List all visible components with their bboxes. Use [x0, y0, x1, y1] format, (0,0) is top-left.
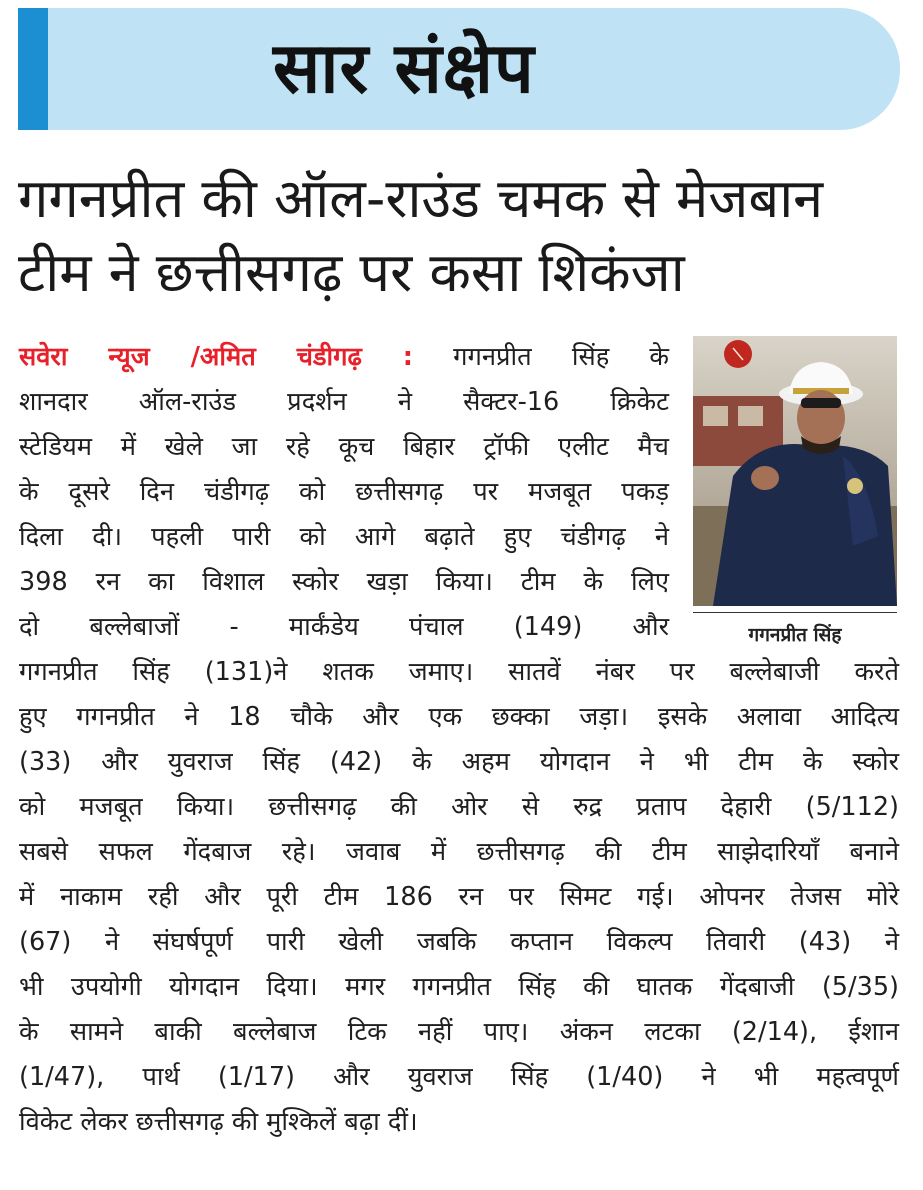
body-line-5: दिला दी। पहली पारी को आगे बढ़ाते हुए चंडीगढ़ ने — [19, 522, 669, 552]
body-line-18: विकेट लेकर छत्तीसगढ़ की मुश्किलें बढ़ा दीं। — [19, 1107, 418, 1137]
section-banner — [18, 8, 900, 130]
headline-line-2: टीम ने छत्तीसगढ़ पर कसा शिकंजा — [18, 241, 685, 304]
body-line-4: के दूसरे दिन चंडीगढ़ को छत्तीसगढ़ पर मजबूत पकड़ — [19, 477, 669, 507]
photo-caption: गगनप्रीत सिंह — [693, 612, 897, 647]
body-line-1 — [19, 340, 669, 374]
body-line-7: दो बल्लेबाजों - मार्कंडेय पंचाल (149) और — [19, 612, 669, 642]
dateline: सवेरा न्यूज /अमित चंडीगढ़ : — [19, 342, 413, 372]
body-line-16: के सामने बाकी बल्लेबाज टिक नहीं पाए। अंकन लटका (2/14), ईशान — [19, 1017, 899, 1047]
body-line-10: (33) और युवराज सिंह (42) के अहम योगदान ने भी टीम के स्कोर — [19, 747, 899, 777]
body-line-12: सबसे सफल गेंदबाज रहे। जवाब में छत्तीसगढ़ की टीम साझेदारियाँ बनाने — [19, 837, 899, 867]
body-line-1-text: गगनप्रीत सिंह के — [453, 342, 669, 372]
body-line-6: 398 रन का विशाल स्कोर खड़ा किया। टीम के लिए — [19, 567, 669, 597]
body-line-11: को मजबूत किया। छत्तीसगढ़ की ओर से रुद्र प्रताप देहारी (5/112) — [19, 792, 899, 822]
body-line-15: भी उपयोगी योगदान दिया। मगर गगनप्रीत सिंह की घातक गेंदबाजी (5/35) — [19, 972, 899, 1002]
body-line-9: हुए गगनप्रीत ने 18 चौके और एक छक्का जड़ा। इसके अलावा आदित्य — [19, 702, 899, 732]
player-photo-illustration — [693, 336, 897, 606]
player-photo — [693, 336, 897, 606]
article-headline — [18, 162, 903, 310]
headline-line-1: गगनप्रीत की ऑल-राउंड चमक से मेजबान — [18, 167, 824, 230]
body-line-8: गगनप्रीत सिंह (131)ने शतक जमाए। सातवें नंबर पर बल्लेबाजी करते — [19, 657, 899, 687]
body-line-14: (67) ने संघर्षपूर्ण पारी खेली जबकि कप्तान विकल्प तिवारी (43) ने — [19, 927, 899, 957]
body-line-3: स्टेडियम में खेले जा रहे कूच बिहार ट्रॉफी एलीट मैच — [19, 432, 669, 462]
banner-accent-bar — [18, 8, 48, 130]
body-line-17: (1/47), पार्थ (1/17) और युवराज सिंह (1/40) ने भी महत्वपूर्ण — [19, 1062, 899, 1092]
body-line-2: शानदार ऑल-राउंड प्रदर्शन ने सैक्टर-16 क्रिकेट — [19, 387, 669, 417]
body-line-13: में नाकाम रही और पूरी टीम 186 रन पर सिमट गई। ओपनर तेजस मोरे — [19, 882, 899, 912]
section-title: सार संक्षेप — [273, 27, 535, 109]
